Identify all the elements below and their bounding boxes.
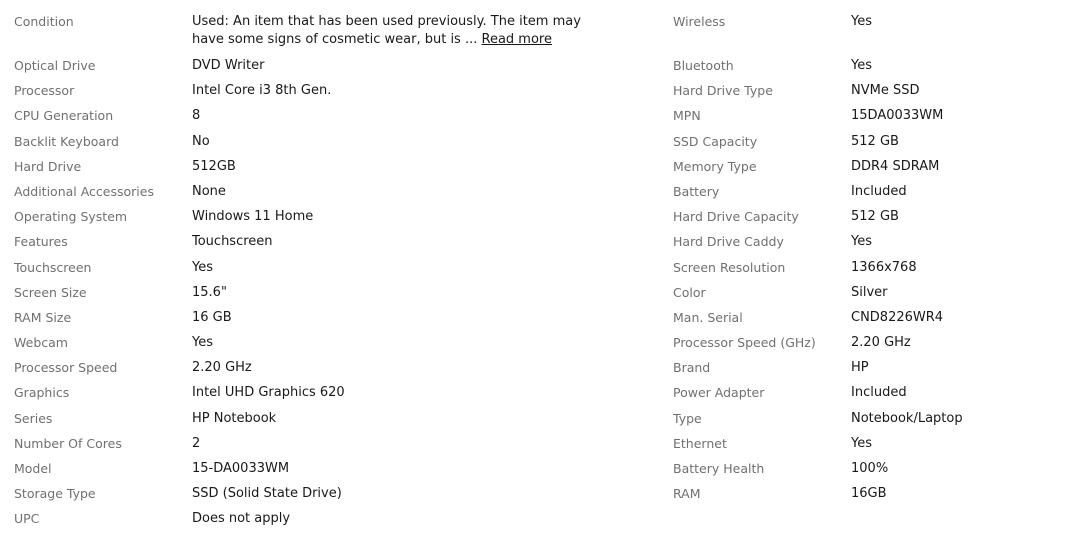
spec-label: Battery Health [673, 461, 765, 476]
spec-label: Processor Speed [14, 360, 118, 376]
spec-row-touchscreen [14, 259, 654, 284]
spec-row-number-of-cores [14, 435, 654, 460]
spec-row-features [14, 233, 654, 258]
spec-row-screen-resolution [673, 259, 1073, 284]
spec-value: DDR4 SDRAM [851, 158, 940, 174]
spec-row-hard-drive-caddy [673, 233, 1073, 258]
spec-label: Type [673, 410, 702, 426]
spec-value: 2.20 GHz [192, 360, 252, 376]
spec-value: Yes [851, 435, 872, 451]
spec-label: Screen Resolution [673, 259, 786, 275]
spec-label: Storage Type [14, 486, 96, 502]
spec-label: Hard Drive Type [673, 83, 773, 99]
spec-row-processor [14, 82, 654, 107]
spec-value: Does not apply [192, 511, 291, 527]
spec-label: Hard Drive Caddy [673, 234, 784, 250]
spec-row-hard-drive-type [673, 82, 1073, 107]
spec-value: No [192, 133, 210, 149]
spec-row-hard-drive-capacity [673, 208, 1073, 233]
spec-value: Notebook/Laptop [851, 410, 963, 426]
spec-value: 16 GB [192, 309, 232, 325]
spec-label: Man. Serial [673, 309, 743, 325]
spec-label: CPU Generation [14, 108, 114, 124]
spec-row-screen-size [14, 284, 654, 309]
spec-value: DVD Writer [192, 58, 265, 73]
spec-row-series [14, 410, 654, 435]
spec-label: Condition [14, 14, 74, 29]
spec-value: Windows 11 Home [192, 209, 314, 225]
spec-label: Battery [673, 183, 720, 199]
specs-left-column [14, 13, 654, 536]
spec-label: Backlit Keyboard [14, 133, 119, 149]
spec-row-hard-drive [14, 158, 654, 183]
spec-value: Yes [192, 259, 213, 275]
spec-label: Graphics [14, 385, 70, 401]
spec-row-condition [14, 13, 654, 57]
read-more-link[interactable]: Read more [481, 32, 552, 47]
spec-value: 512 GB [851, 209, 899, 225]
spec-label: Processor Speed (GHz) [673, 335, 816, 351]
spec-value: Included [851, 183, 907, 199]
condition-text: Used: An item that has been used previously. The item may have some signs of cosmetic wear, but is ... [192, 14, 581, 47]
spec-row-upc [14, 510, 654, 535]
spec-label: Wireless [673, 14, 726, 29]
spec-label: RAM [673, 486, 701, 502]
spec-value: Yes [192, 335, 213, 351]
spec-row-ram-size [14, 309, 654, 334]
spec-value: 100% [851, 461, 889, 476]
spec-value: Yes [851, 234, 872, 250]
spec-row-ssd-capacity [673, 133, 1073, 158]
spec-label: Operating System [14, 209, 128, 225]
specs-right-column [673, 13, 1073, 510]
spec-label: Series [14, 410, 53, 426]
spec-label: UPC [14, 511, 40, 527]
spec-label: Ethernet [673, 435, 727, 451]
spec-row-processor-speed-ghz [673, 334, 1073, 359]
spec-value: Intel UHD Graphics 620 [192, 385, 345, 401]
spec-value: NVMe SSD [851, 83, 920, 99]
spec-row-color [673, 284, 1073, 309]
spec-row-type [673, 410, 1073, 435]
spec-value: 8 [192, 108, 201, 124]
spec-row-backlit-keyboard [14, 133, 654, 158]
spec-value: CND8226WR4 [851, 309, 944, 325]
spec-row-ram [673, 485, 1073, 510]
spec-label: Brand [673, 360, 711, 376]
spec-label: SSD Capacity [673, 133, 758, 149]
spec-label: Color [673, 284, 706, 300]
spec-row-graphics [14, 384, 654, 409]
spec-value: Included [851, 385, 907, 401]
spec-row-bluetooth [673, 57, 1073, 82]
spec-label: Bluetooth [673, 58, 734, 73]
spec-row-mpn [673, 107, 1073, 132]
spec-value: 15-DA0033WM [192, 461, 290, 476]
spec-row-webcam [14, 334, 654, 359]
spec-value: HP Notebook [192, 410, 277, 426]
spec-label: RAM Size [14, 309, 72, 325]
spec-value: 512GB [192, 158, 236, 174]
spec-row-ethernet [673, 435, 1073, 460]
spec-value [192, 13, 592, 49]
spec-row-brand [673, 359, 1073, 384]
spec-label: Model [14, 461, 52, 476]
spec-value: Intel Core i3 8th Gen. [192, 83, 332, 99]
spec-label: Hard Drive [14, 158, 82, 174]
spec-row-battery-health [673, 460, 1073, 485]
spec-value: Silver [851, 284, 888, 300]
spec-label: Memory Type [673, 158, 757, 174]
spec-label: Power Adapter [673, 385, 765, 401]
spec-value: HP [851, 360, 869, 376]
spec-value: 2.20 GHz [851, 335, 911, 351]
spec-value: Yes [851, 58, 872, 73]
spec-value: SSD (Solid State Drive) [192, 486, 342, 502]
spec-value: 1366x768 [851, 259, 917, 275]
spec-label: Webcam [14, 335, 68, 351]
spec-value: 16GB [851, 486, 887, 502]
spec-row-power-adapter [673, 384, 1073, 409]
spec-value: None [192, 183, 226, 199]
spec-row-man-serial [673, 309, 1073, 334]
spec-row-optical-drive [14, 57, 654, 82]
spec-value: 15DA0033WM [851, 108, 944, 124]
spec-value: Yes [851, 14, 872, 29]
spec-row-model [14, 460, 654, 485]
spec-row-operating-system [14, 208, 654, 233]
spec-row-cpu-generation [14, 107, 654, 132]
spec-label: Processor [14, 83, 75, 99]
spec-label: MPN [673, 108, 701, 124]
spec-label: Features [14, 234, 68, 250]
spec-label: Optical Drive [14, 58, 96, 73]
spec-value: Touchscreen [192, 234, 273, 250]
spec-label: Hard Drive Capacity [673, 209, 799, 225]
spec-row-memory-type [673, 158, 1073, 183]
spec-label: Touchscreen [14, 259, 92, 275]
spec-value: 2 [192, 435, 201, 451]
spec-label: Additional Accessories [14, 183, 154, 199]
spec-row-processor-speed [14, 359, 654, 384]
spec-value: 15.6" [192, 284, 227, 300]
spec-row-wireless [673, 13, 1073, 57]
spec-label: Number Of Cores [14, 435, 122, 451]
spec-row-battery [673, 183, 1073, 208]
spec-row-additional-accessories [14, 183, 654, 208]
spec-label: Screen Size [14, 284, 87, 300]
spec-value: 512 GB [851, 133, 899, 149]
spec-row-storage-type [14, 485, 654, 510]
